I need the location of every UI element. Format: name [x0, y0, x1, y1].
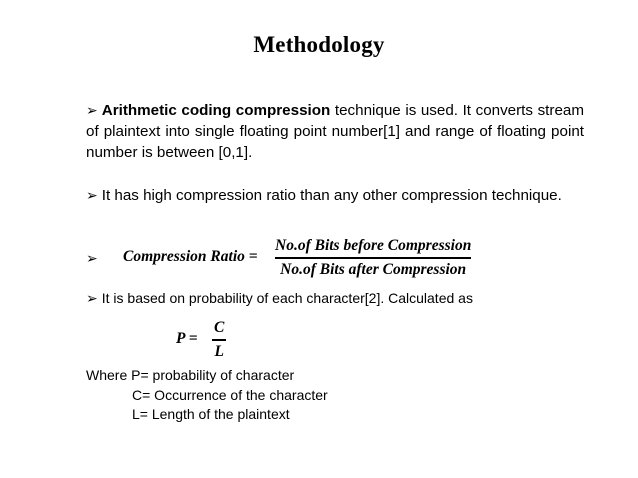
bullet-text: technique is used. It converts stream of plaintext into single floating point number[1] and range of floating point number is between [0,1]. — [86, 102, 584, 161]
definition-line: Where P= probability of character — [86, 367, 295, 383]
fraction-bar — [212, 339, 226, 341]
fraction-bar — [275, 257, 471, 259]
bullet-arrow-icon: ➢ — [86, 250, 98, 266]
fraction-numerator: C — [214, 319, 225, 336]
fraction-numerator: No.of Bits before Compression — [275, 237, 472, 254]
bullet-arrow-icon: ➢ — [86, 102, 98, 118]
formula-lhs: P = — [176, 330, 198, 347]
definition-line: C= Occurrence of the character — [132, 386, 328, 403]
definition-line: L= Length of the plaintext — [132, 406, 290, 422]
compression-ratio-formula — [86, 236, 584, 280]
bullet-text: It is based on probability of each character[2]. Calculated as — [101, 290, 473, 306]
fraction-denominator: No.of Bits after Compression — [280, 260, 467, 278]
formula-fraction — [212, 318, 226, 362]
bullet-arrow-icon: ➢ — [86, 187, 98, 203]
variable-definitions — [86, 366, 328, 425]
fraction-denominator: L — [214, 342, 224, 360]
bullet-compression-ratio — [86, 185, 584, 206]
bullet-arrow-icon: ➢ — [86, 290, 98, 306]
bullet-bold-text: Arithmetic coding compression — [101, 102, 331, 119]
bullet-text: It has high compression ratio than any other compression technique. — [101, 187, 562, 204]
slide-title: Methodology — [253, 32, 385, 57]
formula-fraction — [275, 236, 471, 280]
formula-lhs: Compression Ratio = — [123, 248, 258, 265]
bullet-probability — [86, 288, 584, 309]
bullet-arithmetic-coding — [86, 100, 584, 163]
